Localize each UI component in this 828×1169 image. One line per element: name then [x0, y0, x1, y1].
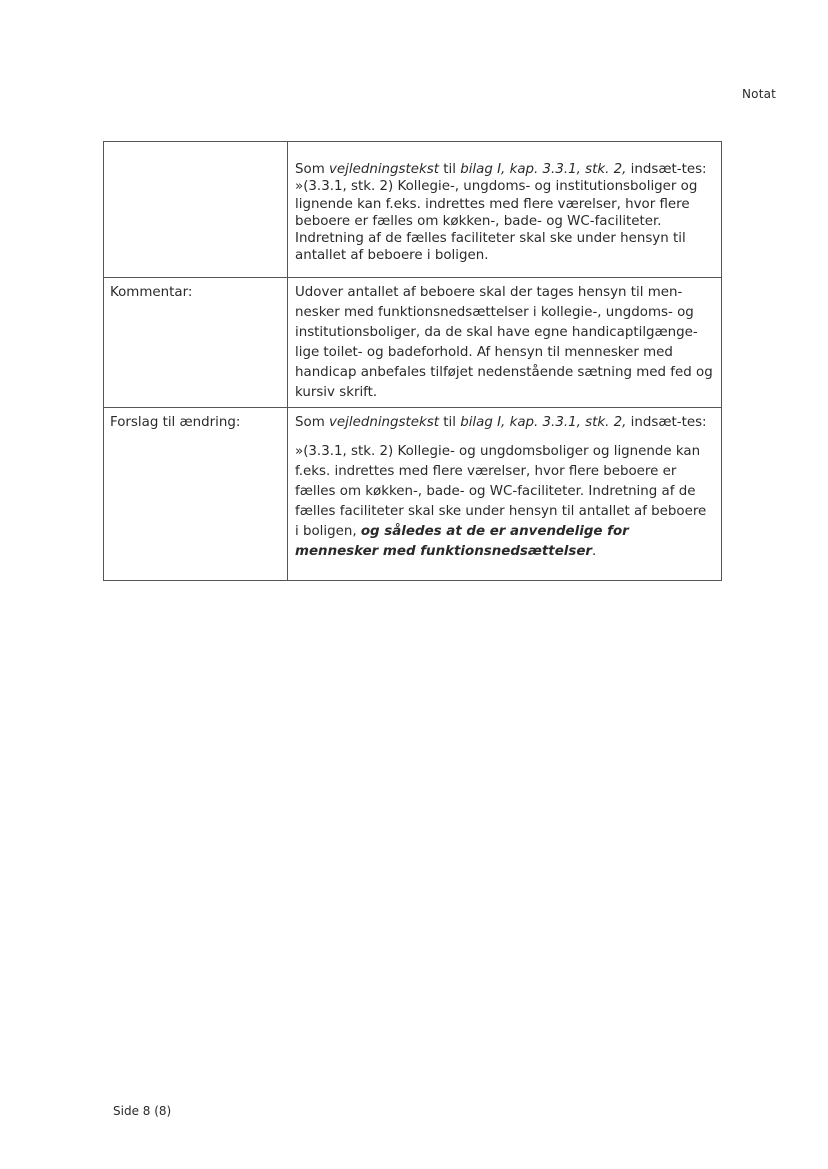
intro-paragraph [295, 413, 714, 433]
intro-italic-term: vejledningstekst [329, 162, 439, 177]
intro-text: Som [295, 162, 329, 177]
page-number: Side 8 (8) [113, 1104, 172, 1118]
table-row [104, 278, 722, 408]
intro-italic-reference: bilag I, kap. 3.3.1, stk. 2, [460, 415, 627, 430]
comment-table [103, 141, 722, 581]
row-label: Kommentar: [110, 285, 193, 300]
quote-end: . [592, 544, 597, 559]
row-label: Forslag til ændring: [110, 415, 241, 430]
comment-paragraph: Udover antallet af beboere skal der tages hensyn til men-nesker med funktionsnedsættelser i kollegie-, ungdoms- og institutionsboliger, da de skal have egne handicaptilgænge-lige toilet- og badeforhold. Af hensyn til mennesker med handicap anbefales tilføjet nedenstående sætning med fed og kursiv skrift. [295, 285, 713, 400]
intro-text: indsæt-tes: [626, 162, 707, 177]
row-label-cell [104, 142, 288, 278]
table-row [104, 142, 722, 278]
quote-text: »(3.3.1, stk. 2) Kollegie- og ungdomsboliger og lignende kan f.eks. indrettes med flere værelser, hvor flere beboere er fælles om køkken-, bade- og WC-faciliteter. Indretning af de fælles faciliteter skal ske under hensyn til antallet af beboere i boligen, [295, 444, 707, 539]
row-content-cell [288, 142, 722, 278]
intro-text: Som [295, 415, 329, 430]
table-row [104, 408, 722, 581]
row-label-cell [104, 278, 288, 408]
row-label [104, 142, 287, 151]
row-content-cell [288, 278, 722, 408]
row-content-cell [288, 408, 722, 581]
quote-paragraph: »(3.3.1, stk. 2) Kollegie-, ungdoms- og institutionsboliger og lignende kan f.eks. indrettes med flere værelser, hvor flere beboere er fælles om køkken-, bade- og WC-faciliteter. Indretning af de fælles faciliteter skal ske under hensyn til antallet af beboere i boligen. [295, 179, 698, 264]
quote-paragraph [295, 442, 714, 562]
intro-italic-term: vejledningstekst [329, 415, 439, 430]
row-label-cell [104, 408, 288, 581]
quote-emphasis: og således at de er anvendelige for mennesker med funktionsnedsættelser [295, 524, 629, 559]
intro-italic-reference: bilag I, kap. 3.3.1, stk. 2, [460, 162, 627, 177]
intro-paragraph [295, 161, 714, 178]
document-type-label: Notat [742, 87, 777, 101]
intro-text: indsæt-tes: [626, 415, 707, 430]
intro-text: til [438, 415, 461, 430]
intro-text: til [438, 162, 461, 177]
